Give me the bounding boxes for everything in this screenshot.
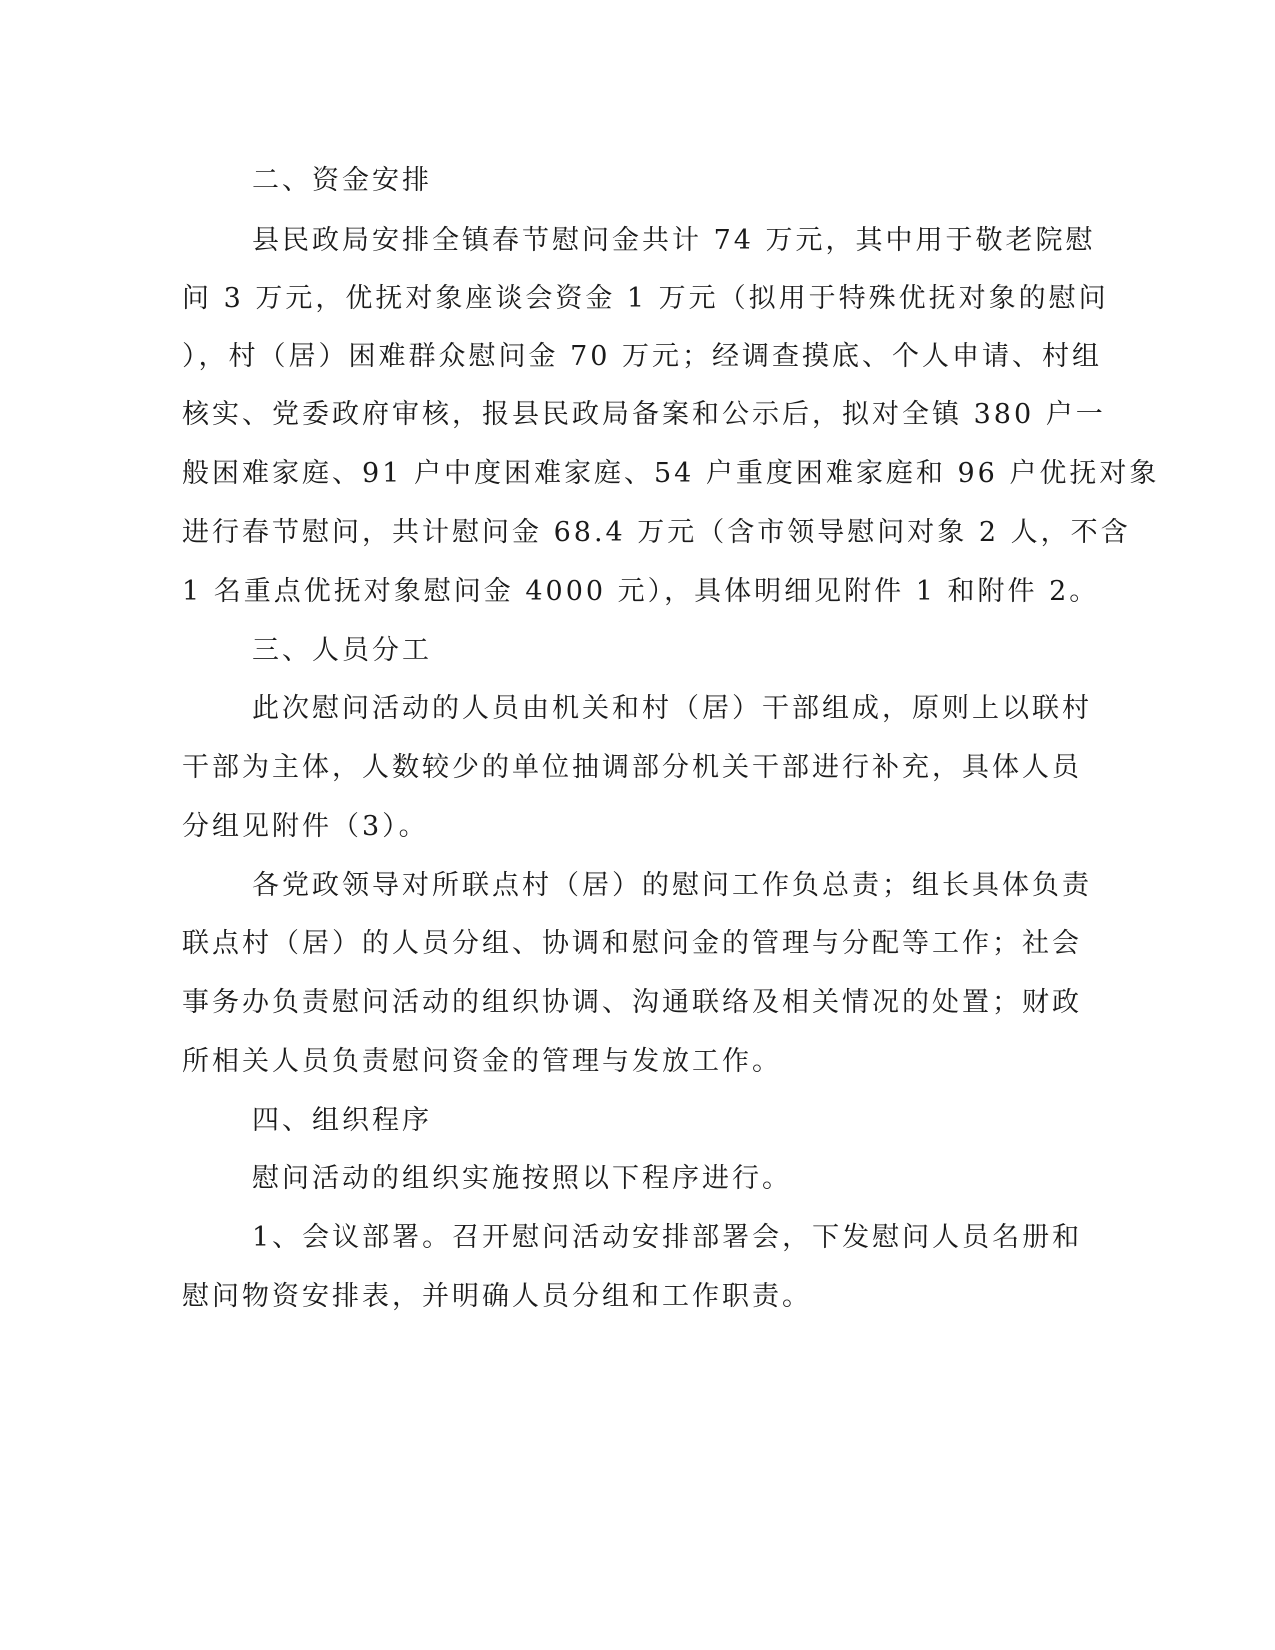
paragraph-line: 慰问活动的组织实施按照以下程序进行。 <box>252 1163 792 1194</box>
paragraph-line: 1、会议部署。召开慰问活动安排部署会，下发慰问人员名册和 <box>252 1222 1083 1253</box>
paragraph-line: 事务办负责慰问活动的组织协调、沟通联络及相关情况的处置；财政 <box>182 987 1082 1018</box>
paragraph-line: 各党政领导对所联点村（居）的慰问工作负总责；组长具体负责 <box>252 870 1092 901</box>
paragraph-line: 联点村（居）的人员分组、协调和慰问金的管理与分配等工作；社会 <box>182 928 1082 959</box>
paragraph-line: 干部为主体，人数较少的单位抽调部分机关干部进行补充，具体人员 <box>182 752 1082 783</box>
paragraph-line: ），村（居）困难群众慰问金 70 万元；经调查摸底、个人申请、村组 <box>182 341 1103 372</box>
section-heading-staffing: 三、人员分工 <box>252 635 432 666</box>
paragraph-line: 1 名重点优抚对象慰问金 4000 元），具体明细见附件 1 和附件 2。 <box>182 576 1100 607</box>
section-heading-procedure: 四、组织程序 <box>252 1105 432 1136</box>
paragraph-line: 慰问物资安排表，并明确人员分组和工作职责。 <box>182 1281 812 1312</box>
paragraph-line: 分组见附件（3）。 <box>182 811 429 842</box>
paragraph-line: 般困难家庭、91 户中度困难家庭、54 户重度困难家庭和 96 户优抚对象 <box>182 458 1160 489</box>
paragraph-line: 进行春节慰问，共计慰问金 68.4 万元（含市领导慰问对象 2 人，不含 <box>182 517 1131 548</box>
section-heading-funding: 二、资金安排 <box>252 165 432 196</box>
paragraph-line: 县民政局安排全镇春节慰问金共计 74 万元，其中用于敬老院慰 <box>252 225 1096 256</box>
paragraph-line: 此次慰问活动的人员由机关和村（居）干部组成，原则上以联村 <box>252 693 1092 724</box>
paragraph-line: 核实、党委政府审核，报县民政局备案和公示后，拟对全镇 380 户一 <box>182 399 1106 430</box>
paragraph-line: 所相关人员负责慰问资金的管理与发放工作。 <box>182 1046 782 1077</box>
paragraph-line: 问 3 万元，优抚对象座谈会资金 1 万元（拟用于特殊优抚对象的慰问 <box>182 283 1109 314</box>
